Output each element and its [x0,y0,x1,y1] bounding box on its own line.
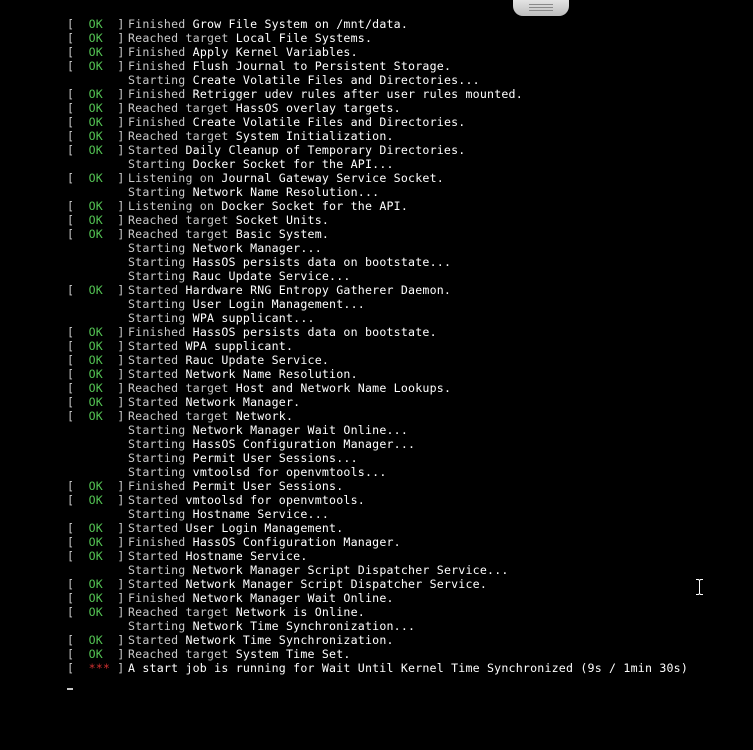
status-ok: OK [88,535,103,549]
log-verb: Started [128,143,179,157]
log-message: Docker Socket for the API... [192,157,394,171]
status-ok: OK [88,409,103,423]
log-line [67,311,747,325]
bracket-close: ] [117,17,125,31]
status-column [67,17,128,31]
log-line [67,241,747,255]
bracket-open: [ [67,45,75,59]
status-ok: OK [88,549,103,563]
status-ok: OK [88,633,103,647]
log-line [67,577,747,591]
status-ok: OK [88,493,103,507]
status-column [67,199,128,213]
status-column [67,143,128,157]
status-ok: OK [88,227,103,241]
log-line [67,563,747,577]
log-line [67,143,747,157]
log-line [67,269,747,283]
status-ok: OK [88,31,103,45]
bracket-open: [ [67,213,75,227]
status-ok: OK [88,87,103,101]
status-column [67,591,128,605]
log-message: System Initialization. [235,129,394,143]
log-message: vmtoolsd for openvmtools. [185,493,365,507]
bracket-close: ] [117,115,125,129]
status-column [67,115,128,129]
log-message: Network Manager... [192,241,322,255]
log-message: Network. [235,409,294,423]
log-verb: Starting [128,465,186,479]
log-verb: Finished [128,479,186,493]
log-message: Retrigger udev rules after user rules mounted. [192,87,523,101]
log-verb: Starting [128,157,186,171]
log-message: Network Time Synchronization. [185,633,394,647]
log-message: Journal Gateway Service Socket. [221,171,444,185]
log-message: Permit User Sessions... [192,451,358,465]
status-column [67,647,128,661]
boot-console-log [67,17,747,675]
log-verb: Finished [128,17,186,31]
status-column [67,227,128,241]
status-ok: OK [88,521,103,535]
log-message: Hostname Service... [192,507,330,521]
log-message: User Login Management... [192,297,365,311]
status-column [67,339,128,353]
bracket-open: [ [67,549,75,563]
log-line [67,521,747,535]
log-verb: Started [128,395,179,409]
status-ok: OK [88,591,103,605]
status-ok: OK [88,605,103,619]
bracket-close: ] [117,87,125,101]
log-line [67,325,747,339]
log-line [67,493,747,507]
status-ok: OK [88,367,103,381]
status-column [67,213,128,227]
bracket-close: ] [117,45,125,59]
log-line [67,227,747,241]
log-message: HassOS persists data on bootstate... [192,255,452,269]
log-message: Socket Units. [235,213,330,227]
log-verb: Starting [128,563,186,577]
bracket-open: [ [67,129,75,143]
log-message: Network Manager. [185,395,301,409]
status-ok: OK [88,577,103,591]
log-message: System Time Set. [235,647,351,661]
status-ok: OK [88,325,103,339]
bracket-close: ] [117,59,125,73]
bracket-open: [ [67,367,75,381]
bracket-open: [ [67,143,75,157]
bracket-open: [ [67,199,75,213]
bracket-open: [ [67,87,75,101]
bracket-close: ] [117,143,125,157]
bracket-open: [ [67,171,75,185]
bracket-open: [ [67,283,75,297]
status-column [67,633,128,647]
status-ok: OK [88,45,103,59]
status-column [67,59,128,73]
bracket-open: [ [67,661,75,675]
hamburger-menu-icon[interactable] [513,0,569,16]
log-line [67,647,747,661]
log-verb: Reached target [128,101,229,115]
log-message: Network Name Resolution... [192,185,380,199]
log-verb: Starting [128,185,186,199]
bracket-open: [ [67,59,75,73]
log-verb: Started [128,493,179,507]
log-line [67,395,747,409]
log-line [67,451,747,465]
status-column [67,45,128,59]
log-line [67,479,747,493]
log-line [67,605,747,619]
bracket-close: ] [117,493,125,507]
log-verb: Finished [128,115,186,129]
log-line [67,45,747,59]
bracket-close: ] [117,227,125,241]
log-message: HassOS overlay targets. [235,101,401,115]
status-ok: OK [88,143,103,157]
bracket-close: ] [117,339,125,353]
bracket-close: ] [117,213,125,227]
status-column [67,605,128,619]
status-column [67,661,128,675]
bracket-open: [ [67,17,75,31]
bracket-close: ] [117,591,125,605]
log-line [67,619,747,633]
log-message: Grow File System on /mnt/data. [192,17,409,31]
log-verb: Started [128,549,179,563]
log-verb: Listening on [128,171,215,185]
bracket-open: [ [67,647,75,661]
log-verb: Reached target [128,213,229,227]
log-verb: Finished [128,325,186,339]
status-column [67,325,128,339]
menu-grip-line [529,7,553,8]
bracket-open: [ [67,339,75,353]
status-column [67,549,128,563]
log-message: Network Manager Wait Online... [192,423,409,437]
log-verb: Finished [128,59,186,73]
bracket-open: [ [67,325,75,339]
log-line [67,549,747,563]
log-line [67,423,747,437]
status-column [67,353,128,367]
log-message: Permit User Sessions. [192,479,344,493]
bracket-close: ] [117,283,125,297]
log-line [67,157,747,171]
log-verb: Starting [128,311,186,325]
log-message: Network Manager Script Dispatcher Service. [185,577,488,591]
bracket-open: [ [67,591,75,605]
status-ok: OK [88,339,103,353]
log-verb: Reached target [128,31,229,45]
menu-grip-line [529,4,553,5]
log-verb: Starting [128,255,186,269]
log-verb: Reached target [128,647,229,661]
log-verb: Starting [128,73,186,87]
status-column [67,577,128,591]
log-message: HassOS persists data on bootstate. [192,325,437,339]
bracket-open: [ [67,535,75,549]
log-message: Daily Cleanup of Temporary Directories. [185,143,466,157]
status-column [67,171,128,185]
log-message: vmtoolsd for openvmtools... [192,465,387,479]
bracket-close: ] [117,605,125,619]
status-column [67,87,128,101]
log-message: Network Manager Script Dispatcher Service... [192,563,509,577]
log-message: A start job is running for Wait Until Kernel Time Synchronized (9s / 1min 30s) [128,661,689,675]
log-line [67,185,747,199]
bracket-close: ] [117,101,125,115]
bracket-close: ] [117,479,125,493]
log-line [67,339,747,353]
log-line [67,409,747,423]
log-verb: Started [128,577,179,591]
log-message: Rauc Update Service. [185,353,330,367]
log-message: Basic System. [235,227,330,241]
log-line [67,73,747,87]
log-line [67,199,747,213]
menu-grip-line [529,10,553,11]
log-line [67,535,747,549]
log-message: HassOS Configuration Manager... [192,437,416,451]
status-column [67,479,128,493]
bracket-close: ] [117,353,125,367]
log-line [67,255,747,269]
bracket-close: ] [117,521,125,535]
status-ok: OK [88,647,103,661]
log-line [67,115,747,129]
log-verb: Finished [128,591,186,605]
bracket-close: ] [117,535,125,549]
log-verb: Starting [128,297,186,311]
log-line [67,507,747,521]
log-message: Apply Kernel Variables. [192,45,358,59]
log-verb: Reached target [128,409,229,423]
log-line [67,437,747,451]
log-message: Host and Network Name Lookups. [235,381,452,395]
status-column [67,381,128,395]
log-line [67,661,747,675]
log-line [67,633,747,647]
log-message: Network is Online. [235,605,365,619]
bracket-close: ] [117,633,125,647]
log-line [67,297,747,311]
bracket-close: ] [117,367,125,381]
bracket-close: ] [117,647,125,661]
bracket-open: [ [67,115,75,129]
log-verb: Started [128,367,179,381]
bracket-open: [ [67,493,75,507]
log-line [67,213,747,227]
log-line [67,129,747,143]
bracket-close: ] [117,381,125,395]
status-column [67,535,128,549]
log-verb: Started [128,339,179,353]
log-verb: Listening on [128,199,215,213]
status-column [67,493,128,507]
log-message: WPA supplicant... [192,311,315,325]
status-ok: OK [88,199,103,213]
log-line [67,381,747,395]
status-ok: OK [88,353,103,367]
log-message: Network Name Resolution. [185,367,358,381]
log-line [67,171,747,185]
status-ok: OK [88,395,103,409]
log-line [67,353,747,367]
log-verb: Started [128,283,179,297]
log-message: Hostname Service. [185,549,308,563]
log-line [67,17,747,31]
log-verb: Starting [128,269,186,283]
status-column [67,31,128,45]
bracket-open: [ [67,227,75,241]
status-ok: OK [88,59,103,73]
log-verb: Reached target [128,381,229,395]
log-message: Network Manager Wait Online. [192,591,394,605]
status-ok: OK [88,101,103,115]
log-message: Local File Systems. [235,31,373,45]
status-ok: OK [88,283,103,297]
status-ok: OK [88,381,103,395]
log-verb: Finished [128,87,186,101]
status-column [67,367,128,381]
log-line [67,59,747,73]
status-column [67,283,128,297]
status-ok: OK [88,129,103,143]
bracket-open: [ [67,605,75,619]
status-column [67,395,128,409]
bracket-close: ] [117,577,125,591]
log-line [67,367,747,381]
bracket-close: ] [117,199,125,213]
log-message: Create Volatile Files and Directories... [192,73,480,87]
log-message: User Login Management. [185,521,344,535]
bracket-open: [ [67,577,75,591]
log-verb: Starting [128,423,186,437]
log-verb: Finished [128,535,186,549]
text-cursor-ibeam-icon [695,579,704,595]
log-line [67,87,747,101]
log-verb: Reached target [128,129,229,143]
log-verb: Starting [128,507,186,521]
bracket-open: [ [67,31,75,45]
bracket-open: [ [67,479,75,493]
log-verb: Finished [128,45,186,59]
bracket-close: ] [117,395,125,409]
log-message: Network Time Synchronization... [192,619,416,633]
bracket-close: ] [117,549,125,563]
log-verb: Started [128,633,179,647]
status-running: *** [88,661,111,675]
log-line [67,283,747,297]
status-column [67,409,128,423]
log-verb: Started [128,521,179,535]
log-message: Rauc Update Service... [192,269,351,283]
log-line [67,101,747,115]
bracket-close: ] [117,325,125,339]
status-column [67,129,128,143]
status-column [67,521,128,535]
bracket-open: [ [67,381,75,395]
log-verb: Reached target [128,227,229,241]
log-message: Docker Socket for the API. [221,199,409,213]
log-verb: Starting [128,451,186,465]
log-verb: Starting [128,619,186,633]
status-column [67,101,128,115]
status-ok: OK [88,171,103,185]
status-ok: OK [88,479,103,493]
bracket-open: [ [67,101,75,115]
log-message: Hardware RNG Entropy Gatherer Daemon. [185,283,452,297]
log-line [67,465,747,479]
log-verb: Started [128,353,179,367]
status-ok: OK [88,115,103,129]
log-message: Create Volatile Files and Directories. [192,115,466,129]
bracket-close: ] [117,31,125,45]
log-message: WPA supplicant. [185,339,294,353]
log-verb: Starting [128,241,186,255]
log-line [67,31,747,45]
terminal-cursor [67,688,73,690]
log-line [67,591,747,605]
bracket-open: [ [67,521,75,535]
log-verb: Starting [128,437,186,451]
log-message: HassOS Configuration Manager. [192,535,401,549]
bracket-open: [ [67,633,75,647]
log-message: Flush Journal to Persistent Storage. [192,59,452,73]
bracket-close: ] [117,129,125,143]
bracket-close: ] [117,171,125,185]
status-ok: OK [88,213,103,227]
bracket-open: [ [67,409,75,423]
status-ok: OK [88,17,103,31]
log-verb: Reached target [128,605,229,619]
bracket-open: [ [67,353,75,367]
bracket-close: ] [117,661,125,675]
bracket-open: [ [67,395,75,409]
bracket-close: ] [117,409,125,423]
